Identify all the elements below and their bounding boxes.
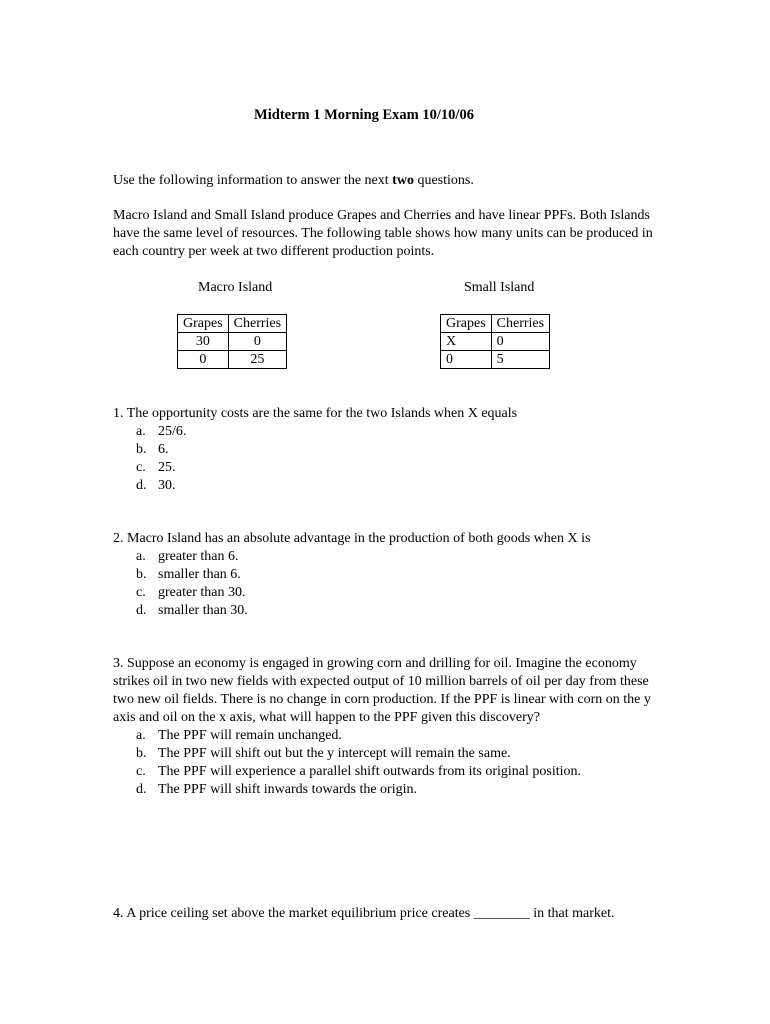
table-row bbox=[441, 351, 550, 369]
option-letter: c. bbox=[136, 585, 146, 600]
option-text: The PPF will shift out but the y intercept will remain the same. bbox=[158, 746, 511, 761]
option-item bbox=[113, 459, 673, 477]
macro-island-table bbox=[177, 314, 287, 369]
question-3 bbox=[113, 655, 661, 799]
table-row bbox=[178, 333, 287, 351]
option-letter: b. bbox=[136, 567, 147, 582]
option-letter: d. bbox=[136, 782, 147, 797]
small-island-label: Small Island bbox=[464, 280, 535, 295]
question-1 bbox=[113, 405, 673, 495]
option-item bbox=[113, 423, 673, 441]
small-island-table bbox=[440, 314, 550, 369]
exam-title: Midterm 1 Morning Exam 10/10/06 bbox=[254, 107, 474, 123]
question-4 bbox=[113, 905, 673, 923]
option-item bbox=[113, 548, 673, 566]
intro-after: questions. bbox=[413, 173, 474, 188]
question-text: 4. A price ceiling set above the market equilibrium price creates ________ in that market. bbox=[113, 906, 615, 921]
table-cell: 5 bbox=[491, 351, 549, 369]
table-cell: 0 bbox=[228, 333, 286, 351]
option-text: greater than 30. bbox=[158, 585, 246, 600]
intro-before: Use the following information to answer the next bbox=[113, 173, 393, 188]
option-text: The PPF will shift inwards towards the origin. bbox=[158, 782, 417, 797]
option-letter: d. bbox=[136, 603, 147, 618]
macro-island-label: Macro Island bbox=[198, 280, 273, 295]
option-item bbox=[113, 477, 673, 495]
option-letter: c. bbox=[136, 460, 146, 475]
table-cell: 0 bbox=[178, 351, 229, 369]
option-letter: c. bbox=[136, 764, 146, 779]
option-text: The PPF will remain unchanged. bbox=[158, 728, 342, 743]
option-item bbox=[113, 745, 661, 763]
option-letter: b. bbox=[136, 442, 147, 457]
question-text: 2. Macro Island has an absolute advantage in the production of both goods when X is bbox=[113, 531, 591, 546]
option-letter: b. bbox=[136, 746, 147, 761]
option-list bbox=[113, 548, 673, 620]
table-cell: 25 bbox=[228, 351, 286, 369]
question-text: 1. The opportunity costs are the same for the two Islands when X equals bbox=[113, 406, 518, 421]
option-text: smaller than 6. bbox=[158, 567, 241, 582]
table-header-cell: Grapes bbox=[178, 315, 229, 333]
option-item bbox=[113, 781, 661, 799]
table-row bbox=[178, 351, 287, 369]
option-item bbox=[113, 727, 661, 745]
table-cell: 0 bbox=[491, 333, 549, 351]
table-row bbox=[441, 333, 550, 351]
question-text: 3. Suppose an economy is engaged in growing corn and drilling for oil. Imagine the economy strikes oil in two new fields with expected output of 10 million barrels of oil per day from these two new oil fields. There is no change in corn production. If the PPF is linear with corn on the y axis and oil on the x axis, what will happen to the PPF given this discovery? bbox=[113, 656, 651, 725]
option-item bbox=[113, 441, 673, 459]
option-letter: d. bbox=[136, 478, 147, 493]
table-cell: 30 bbox=[178, 333, 229, 351]
option-text: 25. bbox=[158, 460, 176, 475]
table-header-row bbox=[178, 315, 287, 333]
question-2 bbox=[113, 530, 673, 620]
option-letter: a. bbox=[136, 424, 146, 439]
intro-text bbox=[113, 172, 673, 190]
intro-bold: two bbox=[392, 173, 414, 188]
option-item bbox=[113, 763, 661, 781]
option-item bbox=[113, 602, 673, 620]
option-letter: a. bbox=[136, 728, 146, 743]
option-text: The PPF will experience a parallel shift outwards from its original position. bbox=[158, 764, 582, 779]
option-text: smaller than 30. bbox=[158, 603, 248, 618]
option-list bbox=[113, 423, 673, 495]
option-list bbox=[113, 727, 661, 799]
table-cell: 0 bbox=[441, 351, 492, 369]
option-text: greater than 6. bbox=[158, 549, 239, 564]
table-header-row bbox=[441, 315, 550, 333]
option-item bbox=[113, 584, 673, 602]
table-cell: X bbox=[441, 333, 492, 351]
table-header-cell: Grapes bbox=[441, 315, 492, 333]
info-paragraph: Macro Island and Small Island produce Grapes and Cherries and have linear PPFs. Both Islands have the same level of resources. The following table shows how many units can be produced in each country per week at two different production points. bbox=[113, 208, 653, 259]
option-text: 25/6. bbox=[158, 424, 187, 439]
table-header-cell: Cherries bbox=[228, 315, 286, 333]
option-text: 6. bbox=[158, 442, 169, 457]
option-text: 30. bbox=[158, 478, 176, 493]
table-header-cell: Cherries bbox=[491, 315, 549, 333]
option-letter: a. bbox=[136, 549, 146, 564]
option-item bbox=[113, 566, 673, 584]
